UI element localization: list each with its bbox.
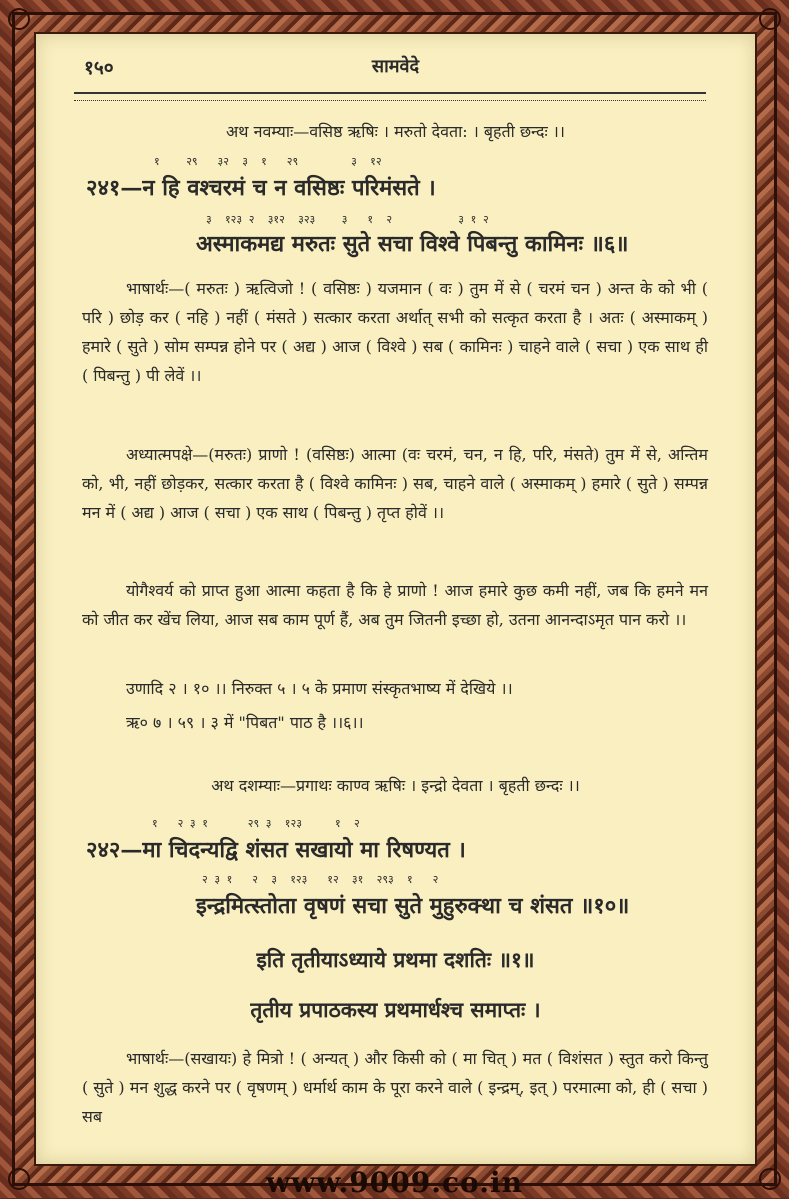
samapta-line: तृतीय प्रपाठकस्य प्रथमार्धश्च समाप्तः । (250, 997, 541, 1022)
page-number: १५० (84, 57, 114, 79)
mantra-241-line-1: २४१—न हि वश्चरमं च न वसिष्ठः परिमंसते । (86, 175, 436, 201)
iti-line: इति तृतीयाऽध्याये प्रथमा दशतिः ॥१॥ (256, 947, 535, 972)
corner-ornament-icon (8, 8, 30, 30)
mantra-242-meta: अथ दशम्याः—प्रगाथः काण्व ऋषिः । इन्द्रो देवता । बृहती छन्दः ।। (211, 776, 580, 795)
reference-note-1: उणादि २ । १० ।। निरुक्त ५ । ५ के प्रमाण संस्कृतभाष्य में देखिये ।। (126, 679, 513, 698)
mantra-242-accents-1: १ २ ३ १ २९ ३ १२३ १ २ (152, 817, 360, 830)
book-page (34, 32, 757, 1166)
mantra-242-line-2: इन्द्रमित्स्तोता वृषणं सचा सुते मुहुरुक्था च शंसत ॥१०॥ (196, 893, 630, 919)
running-title: सामवेदे (371, 56, 420, 77)
mantra-241-meta: अथ नवम्याः—वसिष्ठ ऋषिः । मरुतो देवता: । बृहती छन्दः ।। (226, 122, 565, 141)
bhashartha-paragraph: भाषार्थः—( मरुतः ) ऋत्विजो ! ( वसिष्ठः ) यजमान ( वः ) तुम में से ( चरमं चन ) अन्त के को भी ( परि ) छोड़ कर ( नहि ) नहीं ( मंसते ) सत्कार करता अर्थात् सभी को सत्कृत करता है । अतः ( अस्माकम् ) हमारे ( सुते ) सोम सम्पन्न होने पर ( अद्य ) आज ( विश्वे ) सब ( कामिनः ) चाहने वाले ( सचा ) एक साथ ही ( पिबन्तु ) पी लेवें ।। (82, 279, 708, 385)
mantra-241-accents-1: १ २९ ३२ ३ १ २९ ३ १२ (154, 155, 382, 168)
yoga-paragraph: योगैश्वर्य को प्राप्त हुआ आत्मा कहता है कि हे प्राणो ! आज हमारे कुछ कमी नहीं, जब कि हमने मन को जीत कर खेंच लिया, आज सब काम पूर्ण हैं, अब तुम जितनी इच्छा हो, उतना आनन्दाऽमृत पान करो ।। (82, 581, 708, 629)
mantra-242-accents-2: २ ३ १ २ ३ १२३ १२ ३१ २९३ १ २ (202, 873, 439, 886)
website-watermark: www.9009.co.in (266, 1166, 523, 1199)
reference-note-2: ऋ० ७ । ५९ । ३ में "पिबत" पाठ है ।।६।। (126, 713, 364, 732)
page-header (36, 34, 755, 88)
header-rule (74, 92, 706, 101)
adhyatma-paragraph: अध्यात्मपक्षे—(मरुतः) प्राणो ! (वसिष्ठः) आत्मा (वः चरमं, चन, न हि, परि, मंसते) तुम में से, अन्तिम को, भी, नहीं छोड़कर, सत्कार करता है ( विश्वे कामिनः ) सब, चाहने वाले ( अस्माकम् ) हमारे ( सुते ) सम्पन्न मन में ( अद्य ) आज ( सचा ) एक साथ ( पिबन्तु ) तृप्त होवें ।। (82, 445, 708, 522)
mantra-241-accents-2: ३ १२३ २ ३१२ ३२३ ३ १ २ ३ १ २ (206, 213, 489, 226)
bhashartha-242-paragraph: भाषार्थः—(सखायः) हे मित्रो ! ( अन्यत् ) और किसी को ( मा चित् ) मत ( विशंसत ) स्तुत करो किन्तु ( सुते ) मन शुद्ध करने पर ( वृषणम् ) धर्मार्थ काम के पूरा करने वाले ( इन्द्रम्, इत् ) परमात्मा को, ही ( सचा ) सब (82, 1049, 708, 1126)
mantra-241-line-2: अस्माकमद्य मरुतः सुते सचा विश्वे पिबन्तु कामिनः ॥६॥ (196, 231, 629, 257)
mantra-242-line-1: २४२—मा चिदन्यद्वि शंसत सखायो मा रिषण्यत । (86, 837, 466, 863)
corner-ornament-icon (759, 8, 781, 30)
